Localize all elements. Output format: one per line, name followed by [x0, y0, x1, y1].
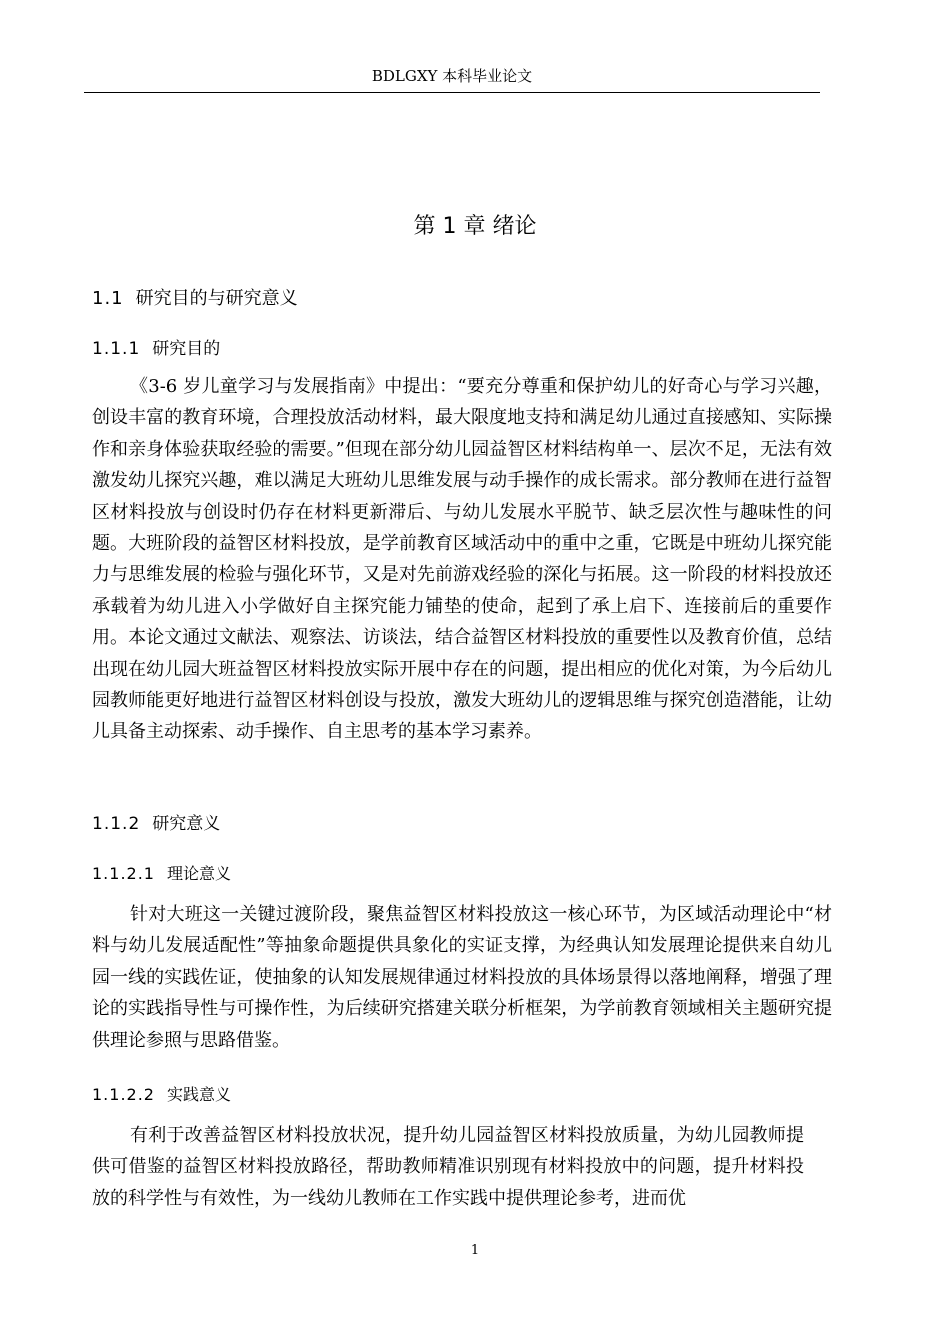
page-header: BDLGXY 本科毕业论文	[84, 66, 820, 93]
section-number: 1.1	[92, 288, 124, 309]
section-heading-1-1	[92, 286, 298, 312]
section-heading-1-1-1	[92, 337, 220, 361]
section-number: 1.1.2.1	[92, 864, 155, 883]
section-title: 研究目的	[152, 339, 221, 359]
paragraph-theoretical-significance: 针对大班这一关键过渡阶段，聚焦益智区材料投放这一核心环节，为区域活动理论中“材料与幼儿发展适配性”等抽象命题提供具象化的实证支撑，为经典认知发展理论提供来自幼儿园一线的实践佐证，使抽象的认知发展规律通过材料投放的具体场景得以落地阐释，增强了理论的实践指导性与可操作性，为后续研究搭建关联分析框架，为学前教育领域相关主题研究提供理论参照与思路借鉴。	[92, 904, 832, 1051]
paragraph-practical-significance: 有利于改善益智区材料投放状况，提升幼儿园益智区材料投放质量，为幼儿园教师提供可借鉴的益智区材料投放路径，帮助教师精准识别现有材料投放中的问题，提升材料投放的科学性与有效性，为一线幼儿教师在工作实践中提供理论参考，进而优	[92, 1125, 804, 1209]
section-title: 实践意义	[166, 1085, 231, 1104]
section-number: 1.1.1	[92, 339, 141, 359]
section-heading-1-1-2-1	[92, 862, 231, 886]
section-number: 1.1.2	[92, 814, 141, 834]
section-heading-1-1-2-2	[92, 1083, 231, 1107]
section-title: 研究目的与研究意义	[135, 288, 298, 309]
paragraph-research-purpose: 《3-6 岁儿童学习与发展指南》中提出：“要充分尊重和保护幼儿的好奇心与学习兴趣，创设丰富的教育环境，合理投放活动材料，最大限度地支持和满足幼儿通过直接感知、实际操作和亲身体验获取经验的需要。”但现在部分幼儿园益智区材料结构单一、层次不足，无法有效激发幼儿探究兴趣，难以满足大班幼儿思维发展与动手操作的成长需求。部分教师在进行益智区材料投放与创设时仍存在材料更新滞后、与幼儿发展水平脱节、缺乏层次性与趣味性的问题。大班阶段的益智区材料投放，是学前教育区域活动中的重中之重，它既是中班幼儿探究能力与思维发展的检验与强化环节，又是对先前游戏经验的深化与拓展。这一阶段的材料投放还承载着为幼儿进入小学做好自主探究能力铺垫的使命，起到了承上启下、连接前后的重要作用。本论文通过文献法、观察法、访谈法，结合益智区材料投放的重要性以及教育价值，总结出现在幼儿园大班益智区材料投放实际开展中存在的问题，提出相应的优化对策，为今后幼儿园教师能更好地进行益智区材料创设与投放，激发大班幼儿的逻辑思维与探究创造潜能，让幼儿具备主动探索、动手操作、自主思考的基本学习素养。	[92, 376, 832, 743]
section-heading-1-1-2	[92, 812, 220, 836]
section-number: 1.1.2.2	[92, 1085, 155, 1104]
page-number: 1	[470, 1243, 480, 1258]
section-title: 研究意义	[152, 814, 221, 834]
section-title: 理论意义	[166, 864, 231, 883]
chapter-title: 第 1 章 绪论	[413, 214, 537, 239]
